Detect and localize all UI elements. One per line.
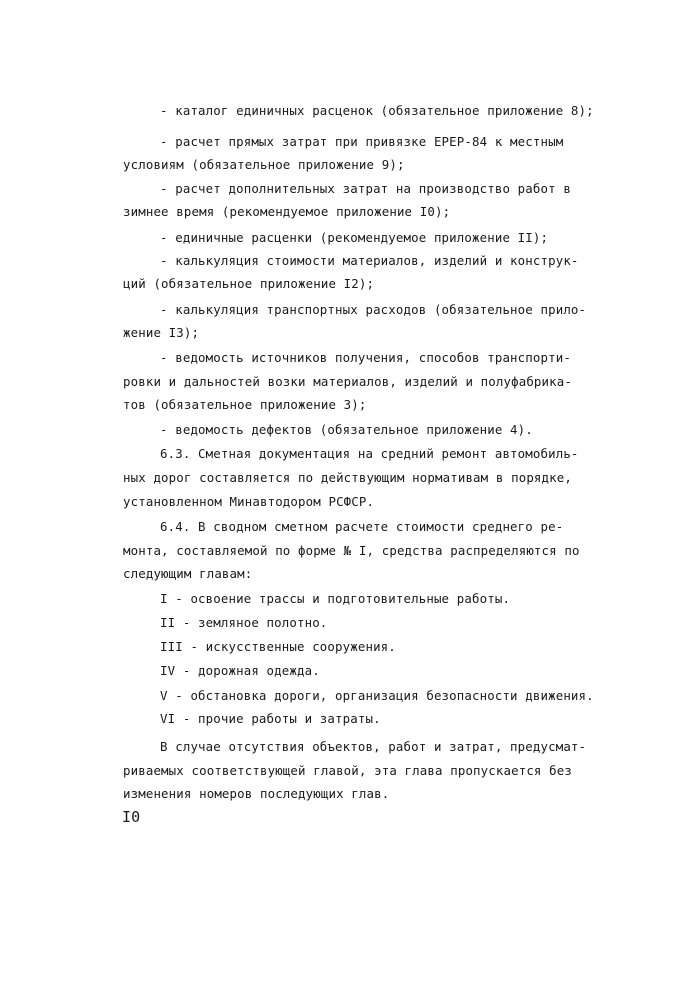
- text-line: - каталог единичных расценок (обязательное приложение 8);: [160, 103, 594, 118]
- text-line: - расчет дополнительных затрат на производство работ в: [160, 181, 571, 196]
- text-line: - расчет прямых затрат при привязке ЕРЕР-84 к местным: [160, 134, 564, 149]
- text-line: ровки и дальностей возки материалов, изделий и полуфабрика-: [123, 374, 572, 389]
- text-line: - ведомость дефектов (обязательное приложение 4).: [160, 422, 533, 437]
- text-line: жение I3);: [123, 325, 200, 340]
- text-line: установленном Минавтодором РСФСР.: [123, 494, 375, 509]
- text-line: - калькуляция стоимости материалов, изделий и конструк-: [160, 253, 579, 268]
- text-line: риваемых соответствующей главой, эта глава пропускается без: [123, 763, 572, 778]
- closing-paragraph-line: В случае отсутствия объектов, работ и затрат, предусмат-: [160, 739, 587, 754]
- chapter-item: II - земляное полотно.: [160, 615, 328, 630]
- chapter-item: VI - прочие работы и затраты.: [160, 711, 381, 726]
- paragraph-6-3-line: 6.3. Сметная документация на средний ремонт автомобиль-: [160, 446, 579, 461]
- chapter-item: V - обстановка дороги, организация безопасности движения.: [160, 688, 594, 703]
- text-line: - единичные расценки (рекомендуемое приложение II);: [160, 230, 549, 245]
- paragraph-6-4-line: 6.4. В сводном сметном расчете стоимости среднего ре-: [160, 519, 564, 534]
- text-line: тов (обязательное приложение 3);: [123, 397, 367, 412]
- page-number: I0: [122, 808, 141, 826]
- text-line: ций (обязательное приложение I2);: [123, 276, 375, 291]
- text-line: зимнее время (рекомендуемое приложение I0);: [123, 204, 451, 219]
- text-line: монта, составляемой по форме № I, средства распределяются по: [123, 543, 580, 558]
- chapter-item: I - освоение трассы и подготовительные работы.: [160, 591, 511, 606]
- text-line: - ведомость источников получения, способов транспорти-: [160, 350, 571, 365]
- text-line: условиям (обязательное приложение 9);: [123, 157, 405, 172]
- chapter-item: III - искусственные сооружения.: [160, 639, 396, 654]
- text-line: - калькуляция транспортных расходов (обязательное прило-: [160, 302, 587, 317]
- text-line: следующим главам:: [123, 566, 253, 581]
- text-line: ных дорог составляется по действующим нормативам в порядке,: [123, 470, 572, 485]
- text-line: изменения номеров последующих глав.: [123, 786, 390, 801]
- chapter-item: IV - дорожная одежда.: [160, 663, 320, 678]
